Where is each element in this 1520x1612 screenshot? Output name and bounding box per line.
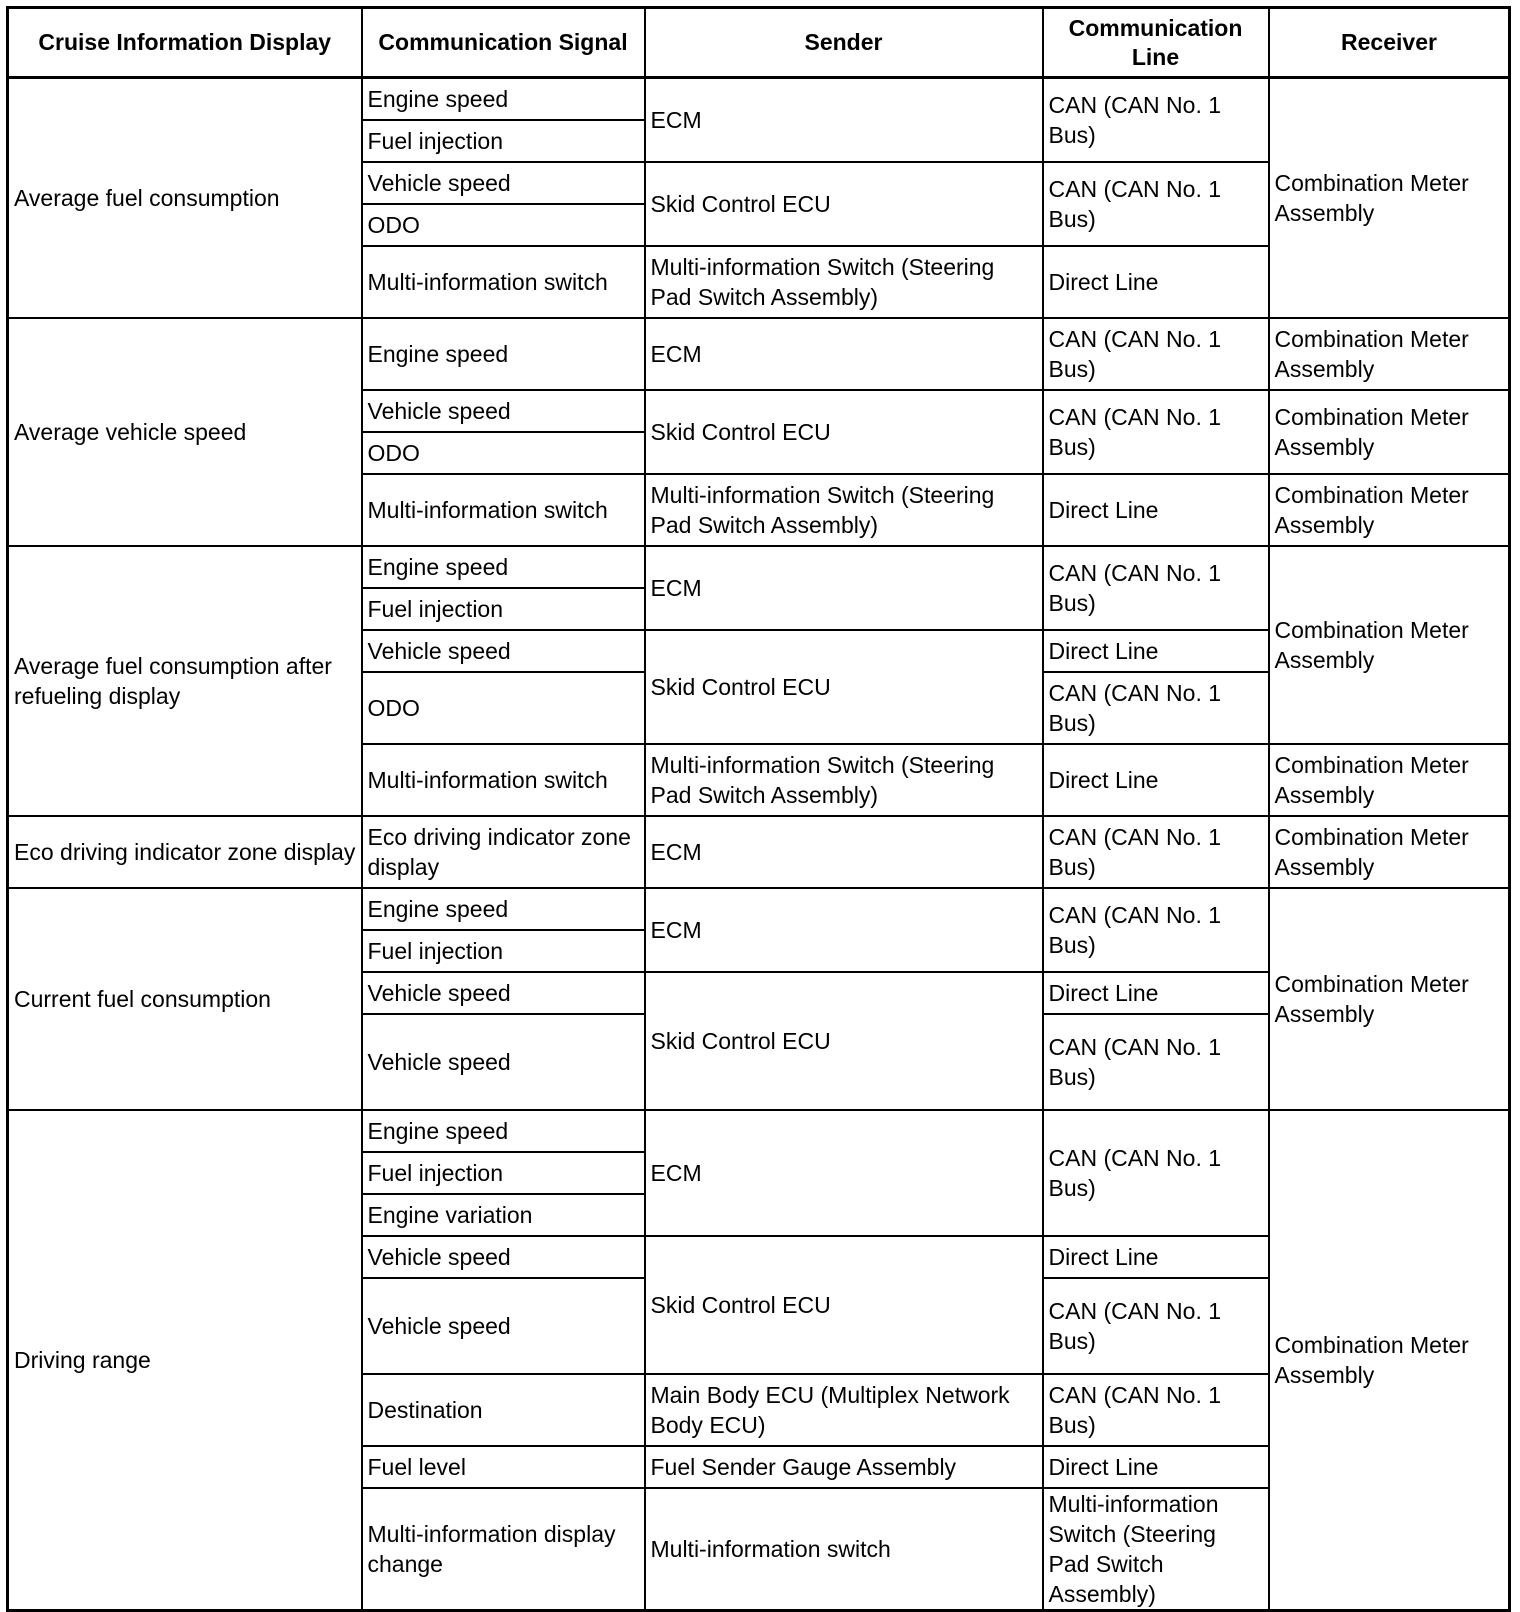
table-cell: Combination Meter Assembly [1269, 888, 1510, 1110]
table-cell: ECM [645, 816, 1043, 888]
table-cell: CAN (CAN No. 1 Bus) [1043, 672, 1269, 744]
table-cell: Multi-information Switch (Steering Pad Switch Assembly) [645, 246, 1043, 318]
table-cell: Combination Meter Assembly [1269, 78, 1510, 318]
table-cell: Driving range [8, 1110, 362, 1611]
table-cell: ODO [362, 432, 645, 474]
table-cell: Direct Line [1043, 744, 1269, 816]
table-cell: Vehicle speed [362, 1014, 645, 1110]
table-cell: Skid Control ECU [645, 390, 1043, 474]
table-cell: Destination [362, 1374, 645, 1446]
table-cell: Fuel injection [362, 1152, 645, 1194]
table-cell: Vehicle speed [362, 390, 645, 432]
table-cell: Direct Line [1043, 246, 1269, 318]
table-cell: Vehicle speed [362, 630, 645, 672]
table-cell: Direct Line [1043, 1446, 1269, 1488]
table-cell: Fuel injection [362, 588, 645, 630]
table-cell: CAN (CAN No. 1 Bus) [1043, 390, 1269, 474]
table-cell: Direct Line [1043, 630, 1269, 672]
table-cell: ECM [645, 888, 1043, 972]
table-cell: Engine speed [362, 78, 645, 120]
table-row [8, 816, 1510, 852]
table-row [8, 318, 1510, 342]
table-cell: Vehicle speed [362, 162, 645, 204]
header-communication-line: Communication Line [1043, 8, 1269, 78]
table-cell: ODO [362, 672, 645, 744]
table-cell: Engine speed [362, 888, 645, 930]
table-row [8, 1110, 1510, 1152]
table-cell: Multi-information switch [362, 474, 645, 546]
table-cell: ODO [362, 204, 645, 246]
table-cell: Skid Control ECU [645, 972, 1043, 1110]
communication-table [6, 6, 1511, 1612]
table-cell: CAN (CAN No. 1 Bus) [1043, 888, 1269, 972]
table-row [8, 888, 1510, 930]
table-cell: ECM [645, 78, 1043, 162]
table-cell: Engine variation [362, 1194, 645, 1236]
table-cell: Combination Meter Assembly [1269, 390, 1510, 474]
table-cell: Combination Meter Assembly [1269, 546, 1510, 744]
table-cell: Main Body ECU (Multiplex Network Body ECU) [645, 1374, 1043, 1446]
table-cell: CAN (CAN No. 1 Bus) [1043, 546, 1269, 630]
table-cell: Fuel injection [362, 930, 645, 972]
table-cell: Multi-information switch [362, 246, 645, 318]
table-row [8, 546, 1510, 588]
table-cell: CAN (CAN No. 1 Bus) [1043, 1278, 1269, 1374]
table-cell: Multi-information switch [362, 744, 645, 816]
header-communication-signal: Communication Signal [362, 8, 645, 78]
table-cell: Fuel Sender Gauge Assembly [645, 1446, 1043, 1488]
table-cell: Combination Meter Assembly [1269, 318, 1510, 390]
table-cell: CAN (CAN No. 1 Bus) [1043, 1014, 1269, 1110]
table-cell: Average fuel consumption after refueling display [8, 546, 362, 816]
table-row [8, 78, 1510, 120]
table-cell: CAN (CAN No. 1 Bus) [1043, 78, 1269, 162]
table-cell: CAN (CAN No. 1 Bus) [1043, 1110, 1269, 1236]
table-cell: Skid Control ECU [645, 1236, 1043, 1374]
table-cell: Combination Meter Assembly [1269, 1110, 1510, 1611]
table-cell: Multi-information Switch (Steering Pad Switch Assembly) [645, 474, 1043, 546]
table-cell: Multi-information switch [645, 1488, 1043, 1611]
table-cell: Skid Control ECU [645, 630, 1043, 744]
table-cell: Fuel injection [362, 120, 645, 162]
header-sender: Sender [645, 8, 1043, 78]
table-cell: Current fuel consumption [8, 888, 362, 1110]
table-cell: Vehicle speed [362, 1236, 645, 1278]
table-cell: Skid Control ECU [645, 162, 1043, 246]
header-cruise-information-display: Cruise Information Display [8, 8, 362, 78]
table-cell: Fuel level [362, 1446, 645, 1488]
table-cell: Multi-information display change [362, 1488, 645, 1611]
table-cell: Engine speed [362, 546, 645, 588]
table-cell: Combination Meter Assembly [1269, 816, 1510, 888]
table-cell: ECM [645, 318, 1043, 390]
table-cell: Eco driving indicator zone display [362, 816, 645, 888]
table-body [8, 78, 1510, 1611]
table-cell: Vehicle speed [362, 1278, 645, 1374]
table-cell: CAN (CAN No. 1 Bus) [1043, 318, 1269, 390]
header-row [8, 8, 1510, 78]
table-cell: CAN (CAN No. 1 Bus) [1043, 162, 1269, 246]
table-cell: CAN (CAN No. 1 Bus) [1043, 816, 1269, 888]
table-cell: Average fuel consumption [8, 78, 362, 318]
table-cell: ECM [645, 546, 1043, 630]
table-cell: Combination Meter Assembly [1269, 744, 1510, 816]
table-cell: Multi-information Switch (Steering Pad Switch Assembly) [1043, 1488, 1269, 1611]
table-header [8, 8, 1510, 78]
table-cell: CAN (CAN No. 1 Bus) [1043, 1374, 1269, 1446]
table-cell: Average vehicle speed [8, 318, 362, 546]
table-cell: Eco driving indicator zone display [8, 816, 362, 888]
table-cell: Direct Line [1043, 474, 1269, 546]
table-cell: Multi-information Switch (Steering Pad Switch Assembly) [645, 744, 1043, 816]
header-receiver: Receiver [1269, 8, 1510, 78]
table-cell: Vehicle speed [362, 972, 645, 1014]
table-cell: Direct Line [1043, 1236, 1269, 1278]
table-cell: Direct Line [1043, 972, 1269, 1014]
table-cell: ECM [645, 1110, 1043, 1236]
table-cell: Engine speed [362, 1110, 645, 1152]
table-cell: Combination Meter Assembly [1269, 474, 1510, 546]
table-cell: Engine speed [362, 318, 645, 390]
